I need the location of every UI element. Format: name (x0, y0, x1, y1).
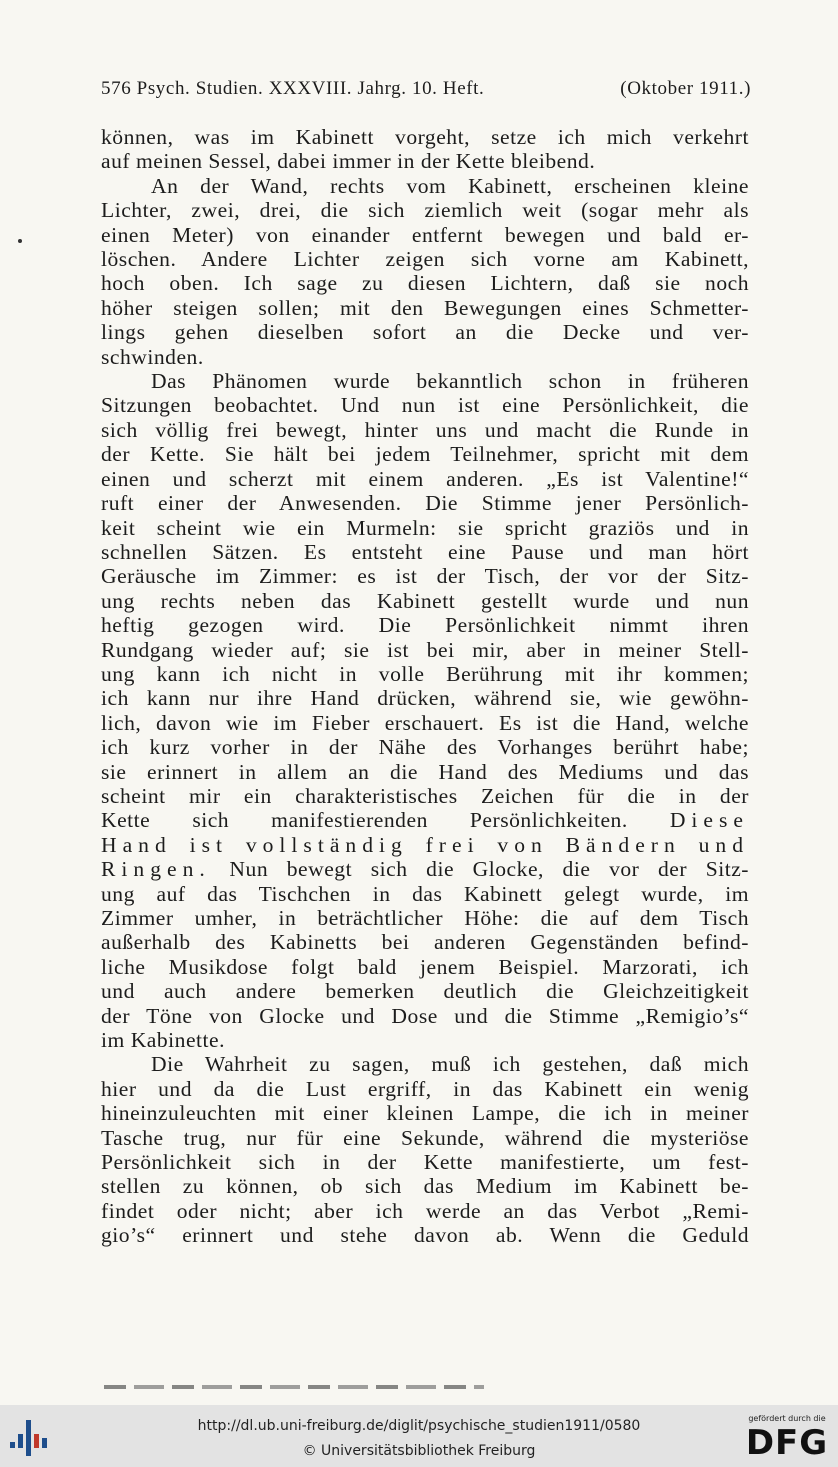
text-line: hier und da die Lust ergriff, in das Kabinett ein wenig (101, 1076, 749, 1101)
text-line: einen Meter) von einander entfernt bewegen und bald er- (101, 222, 749, 247)
text-line: sich völlig frei bewegt, hinter uns und macht die Runde in (101, 417, 749, 442)
margin-speck (18, 239, 22, 243)
text-line: ung rechts neben das Kabinett gestellt wurde und nun (101, 588, 749, 613)
dfg-logo[interactable]: DFG (745, 1423, 829, 1463)
text-line (101, 808, 749, 832)
text-line (101, 857, 749, 881)
text-line: liche Musikdose folgt bald jenem Beispiel. Marzorati, ich (101, 954, 749, 979)
text-segment: Nun bewegt sich die Glocke, die vor der Sitz- (229, 857, 749, 882)
spaced-emphasis: Ringen. (101, 857, 211, 882)
text-line: ich kurz vorher in der Nähe des Vorhanges berührt habe; (101, 735, 749, 760)
running-header (101, 78, 751, 104)
text-line: heftig gezogen wird. Die Persönlichkeit nimmt ihren (101, 613, 749, 638)
text-line: hoch oben. Ich sage zu diesen Lichtern, daß sie noch (101, 271, 749, 296)
text-line: ich kann nur ihre Hand drücken, während sie, wie gewöhn- (101, 686, 749, 711)
text-line: Rundgang wieder auf; sie ist bei mir, aber in meiner Stell- (101, 637, 749, 662)
body-text (101, 125, 749, 1248)
text-line: Die Wahrheit zu sagen, muß ich gestehen, daß mich (151, 1052, 749, 1077)
text-line: lich, davon wie im Fieber erschauert. Es ist die Hand, welche (101, 710, 749, 735)
header-right: (Oktober 1911.) (620, 78, 751, 99)
text-line: An der Wand, rechts vom Kabinett, erscheinen kleine (151, 173, 749, 198)
text-line: können, was im Kabinett vorgeht, setze ich mich verkehrt (101, 125, 749, 149)
text-line: im Kabinette. (101, 1028, 226, 1053)
funding-caption: gefördert durch die (748, 1414, 826, 1423)
text-line: findet oder nicht; aber ich werde an das Verbot „Remi- (101, 1198, 749, 1223)
text-line: auf meinen Sessel, dabei immer in der Kette bleibend. (101, 149, 596, 174)
text-line: ung auf das Tischchen in das Kabinett gelegt wurde, im (101, 881, 749, 906)
text-line: höher steigen sollen; mit den Bewegungen eines Schmetter- (101, 295, 749, 320)
text-line: hineinzuleuchten mit einer kleinen Lampe, die ich in meiner (101, 1101, 749, 1126)
text-line: schnellen Sätzen. Es entsteht eine Pause und man hört (101, 539, 749, 564)
text-segment: Kette sich manifestierenden Persönlichkeiten. (101, 808, 628, 833)
text-line: der Kette. Sie hält bei jedem Teilnehmer, spricht mit dem (101, 442, 749, 467)
cropped-next-line (104, 1385, 484, 1389)
text-line: löschen. Andere Lichter zeigen sich vorne am Kabinett, (101, 247, 749, 272)
permalink[interactable]: http://dl.ub.uni-freiburg.de/diglit/psychische_studien1911/0580 (197, 1418, 641, 1434)
text-line: ung kann ich nicht in volle Berührung mit ihr kommen; (101, 661, 749, 686)
spaced-emphasis-line: Hand ist vollständig frei von Bändern und (101, 832, 749, 857)
text-line: gio’s“ erinnert und stehe davon ab. Wenn die Geduld (101, 1223, 749, 1248)
text-line: ruft einer der Anwesenden. Die Stimme jener Persönlich- (101, 491, 749, 516)
spaced-emphasis: Diese (669, 808, 749, 833)
text-line: Zimmer umher, in beträchtlicher Höhe: die auf dem Tisch (101, 906, 749, 930)
text-line: sie erinnert in allem an die Hand des Mediums und das (101, 759, 749, 784)
text-line: lings gehen dieselben sofort an die Decke und ver- (101, 320, 749, 345)
text-line: Sitzungen beobachtet. Und nun ist eine Persönlichkeit, die (101, 393, 749, 418)
text-line: Das Phänomen wurde bekanntlich schon in früheren (151, 369, 749, 394)
copyright-notice: © Universitätsbibliothek Freiburg (302, 1443, 536, 1459)
text-line: der Töne von Glocke und Dose und die Stimme „Remigio’s“ (101, 1003, 749, 1028)
text-line: Tasche trug, nur für eine Sekunde, während die mysteriöse (101, 1125, 749, 1150)
text-line: außerhalb des Kabinetts bei anderen Gegenständen befind- (101, 930, 749, 955)
text-line: einen und scherzt mit einem anderen. „Es ist Valentine!“ (101, 466, 749, 491)
text-line: stellen zu können, ob sich das Medium im Kabinett be- (101, 1174, 749, 1199)
header-left: 576 Psych. Studien. XXXVIII. Jahrg. 10. Heft. (101, 78, 485, 99)
text-line: keit scheint wie ein Murmeln: sie spricht graziös und in (101, 515, 749, 540)
text-line: Geräusche im Zimmer: es ist der Tisch, der vor der Sitz- (101, 564, 749, 589)
text-line: schwinden. (101, 344, 204, 369)
text-line: Lichter, zwei, drei, die sich ziemlich weit (sogar mehr als (101, 198, 749, 223)
text-line: und auch andere bemerken deutlich die Gleichzeitigkeit (101, 979, 749, 1004)
text-line: Persönlichkeit sich in der Kette manifestierte, um fest- (101, 1150, 749, 1175)
text-line: scheint mir ein charakteristisches Zeichen für die in der (101, 783, 749, 808)
